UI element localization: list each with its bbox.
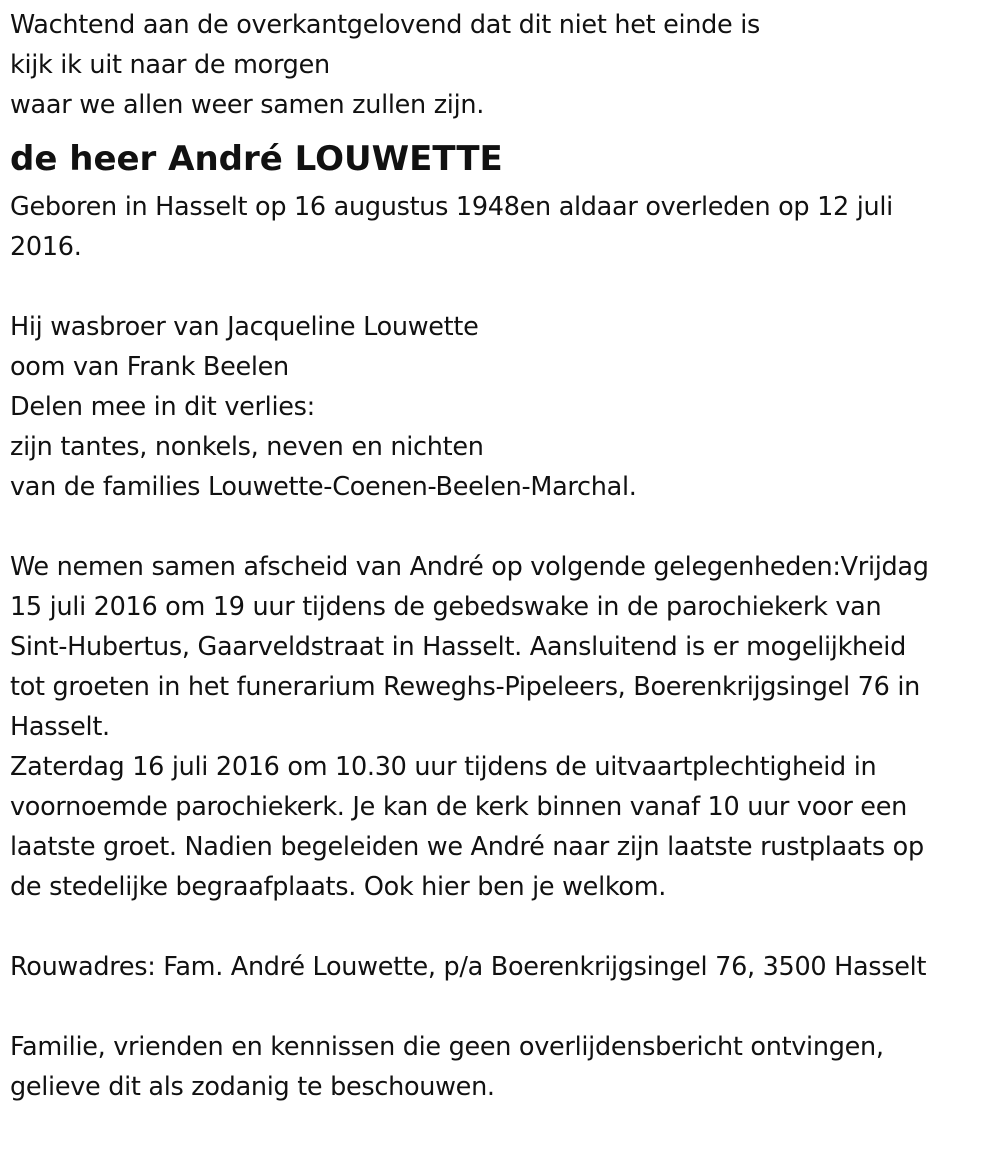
paragraph-gap xyxy=(10,267,995,307)
family-line: oom van Frank Beelen xyxy=(10,352,289,382)
ceremony-section xyxy=(10,547,995,907)
closing-section xyxy=(10,1027,995,1107)
poem-line: waar we allen weer samen zullen zijn. xyxy=(10,90,485,120)
closing-line: gelieve dit als zodanig te beschouwen. xyxy=(10,1072,495,1102)
paragraph-gap xyxy=(10,907,995,947)
ceremony-line: laatste groet. Nadien begeleiden we André naar zijn laatste rustplaats op xyxy=(10,832,924,862)
family-line: van de families Louwette-Coenen-Beelen-Marchal. xyxy=(10,472,637,502)
ceremony-line: de stedelijke begraafplaats. Ook hier ben je welkom. xyxy=(10,872,667,902)
ceremony-line: voornoemde parochiekerk. Je kan de kerk binnen vanaf 10 uur voor een xyxy=(10,792,907,822)
paragraph-gap xyxy=(10,507,995,547)
closing-line: Familie, vrienden en kennissen die geen overlijdensbericht ontvingen, xyxy=(10,1032,884,1062)
birth-line: 2016. xyxy=(10,232,82,262)
obituary-notice xyxy=(10,5,995,1107)
ceremony-line: tot groeten in het funerarium Reweghs-Pipeleers, Boerenkrijgsingel 76 in xyxy=(10,672,920,702)
family-line: Hij wasbroer van Jacqueline Louwette xyxy=(10,312,479,342)
poem xyxy=(10,5,995,125)
birth-line: Geboren in Hasselt op 16 augustus 1948en aldaar overleden op 12 juli xyxy=(10,192,893,222)
family-line: Delen mee in dit verlies: xyxy=(10,392,315,422)
paragraph-gap xyxy=(10,987,995,1027)
poem-line: Wachtend aan de overkantgelovend dat dit niet het einde is xyxy=(10,10,760,40)
birth-death-info xyxy=(10,187,995,267)
family-line: zijn tantes, nonkels, neven en nichten xyxy=(10,432,484,462)
family-section xyxy=(10,307,995,507)
poem-line: kijk ik uit naar de morgen xyxy=(10,50,330,80)
ceremony-line: 15 juli 2016 om 19 uur tijdens de gebedswake in de parochiekerk van xyxy=(10,592,882,622)
ceremony-line: Sint-Hubertus, Gaarveldstraat in Hasselt. Aansluitend is er mogelijkheid xyxy=(10,632,906,662)
ceremony-line: Zaterdag 16 juli 2016 om 10.30 uur tijdens de uitvaartplechtigheid in xyxy=(10,752,877,782)
ceremony-line: We nemen samen afscheid van André op volgende gelegenheden:Vrijdag xyxy=(10,552,929,582)
deceased-name-heading: de heer André LOUWETTE xyxy=(10,139,503,179)
ceremony-line: Hasselt. xyxy=(10,712,110,742)
mourning-address: Rouwadres: Fam. André Louwette, p/a Boerenkrijgsingel 76, 3500 Hasselt xyxy=(10,952,927,982)
